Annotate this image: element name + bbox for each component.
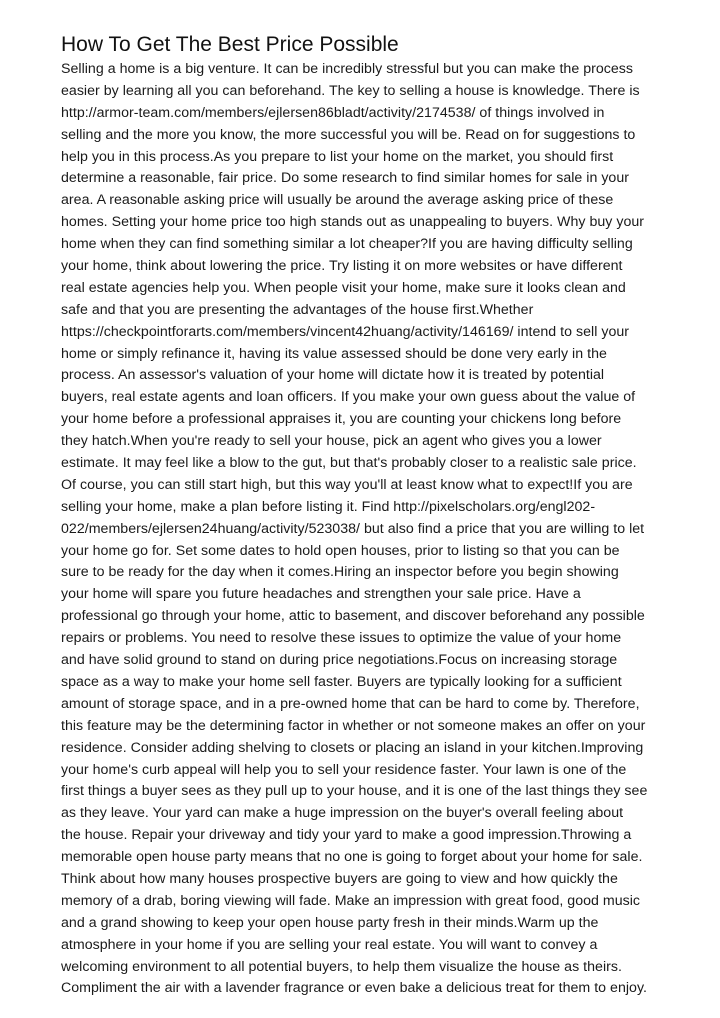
- body-text-line: your home, think about lowering the price. Try listing it on more websites or have different: [61, 258, 623, 275]
- body-text-line: selling and the more you know, the more successful you will be. Read on for suggestions to: [61, 126, 636, 143]
- body-text-line: and a grand showing to keep your open house party fresh in their minds.Warm up the: [61, 914, 599, 931]
- body-text-line: http://armor-team.com/members/ejlersen86bladt/activity/2174538/ of things involved in: [61, 104, 605, 121]
- body-text-line: your home will spare you future headaches and strengthen your sale price. Have a: [61, 586, 581, 603]
- body-text-line: determine a reasonable, fair price. Do some research to find similar homes for sale in your: [61, 170, 629, 187]
- body-text-line: help you in this process.As you prepare to list your home on the market, you should first: [61, 148, 614, 165]
- body-text-line: memory of a drab, boring viewing will fade. Make an impression with great food, good music: [61, 892, 641, 909]
- body-text-line: this feature may be the determining factor in whether or not someone makes an offer on your: [61, 717, 646, 734]
- body-text-line: Of course, you can still start high, but this way you'll at least know what to expect!If you are: [61, 476, 633, 493]
- body-text-line: area. A reasonable asking price will usually be around the average asking price of these: [61, 192, 614, 209]
- body-text-line: selling your home, make a plan before listing it. Find http://pixelscholars.org/engl202-: [61, 498, 596, 515]
- body-text-line: space as a way to make your home sell faster. Buyers are typically looking for a sufficient: [61, 673, 622, 690]
- body-text-line: home or simply refinance it, having its value assessed should be done very early in the: [61, 345, 607, 362]
- body-text-line: professional go through your home, attic to basement, and discover beforehand any possible: [61, 608, 645, 625]
- body-text-line: as they leave. Your yard can make a huge impression on the buyer's overall feeling about: [61, 805, 624, 822]
- body-text-line: and have solid ground to stand on during price negotiations.Focus on increasing storage: [61, 652, 618, 669]
- body-text-line: real estate agencies help you. When people visit your home, make sure it looks clean and: [61, 279, 626, 296]
- body-text-line: easier by learning all you can beforehand. The key to selling a house is knowledge. There is: [61, 82, 640, 99]
- body-text-line: amount of storage space, and in a pre-owned home that can be hard to come by. Therefore,: [61, 695, 640, 712]
- body-text-line: estimate. It may feel like a blow to the gut, but that's probably closer to a realistic sale price.: [61, 455, 637, 472]
- body-text-line: memorable open house party means that no one is going to forget about your home for sale.: [61, 849, 643, 866]
- body-text-line: first things a buyer sees as they pull up to your house, and it is one of the last things they see: [61, 783, 648, 800]
- body-text-line: the house. Repair your driveway and tidy your yard to make a good impression.Throwing a: [61, 827, 632, 844]
- body-text-line: process. An assessor's valuation of your home will dictate how it is treated by potential: [61, 367, 605, 384]
- body-text-line: safe and that you are presenting the advantages of the house first.Whether: [61, 301, 534, 318]
- body-text-line: repairs or problems. You need to resolve these issues to optimize the value of your home: [61, 630, 622, 647]
- document-title: How To Get The Best Price Possible: [61, 33, 399, 56]
- body-text-line: homes. Setting your home price too high stands out as unappealing to buyers. Why buy your: [61, 214, 645, 231]
- body-text-line: Think about how many houses prospective buyers are going to view and how quickly the: [61, 870, 618, 887]
- body-text-line: welcoming environment to all potential buyers, to help them visualize the house as theirs.: [61, 958, 622, 975]
- body-text-line: your home's curb appeal will help you to sell your residence faster. Your lawn is one of the: [61, 761, 627, 778]
- body-text-line: residence. Consider adding shelving to closets or placing an island in your kitchen.Improving: [61, 739, 644, 756]
- body-text-line: https://checkpointforarts.com/members/vincent42huang/activity/146169/ intend to sell your: [61, 323, 630, 340]
- body-text-line: Selling a home is a big venture. It can be incredibly stressful but you can make the process: [61, 61, 634, 77]
- body-text-line: your home go for. Set some dates to hold open houses, prior to listing so that you can be: [61, 542, 620, 559]
- body-text-line: atmosphere in your home if you are selling your real estate. You will want to convey a: [61, 936, 598, 953]
- body-text-line: sure to be ready for the day when it comes.Hiring an inspector before you begin showing: [61, 564, 619, 581]
- body-text-line: they hatch.When you're ready to sell your house, pick an agent who gives you a lower: [61, 433, 602, 450]
- body-text-line: your home before a professional appraises it, you are counting your chickens long before: [61, 411, 622, 428]
- document-body: [61, 59, 671, 1000]
- body-text-line: buyers, real estate agents and loan officers. If you make your own guess about the value of: [61, 389, 636, 406]
- body-text-line: 022/members/ejlersen24huang/activity/523038/ but also find a price that you are willing to let: [61, 520, 645, 537]
- body-text-line: home when they can find something similar a lot cheaper?If you are having difficulty selling: [61, 236, 633, 253]
- body-text-line: Compliment the air with a lavender fragrance or even bake a delicious treat for them to enjoy.: [61, 980, 647, 997]
